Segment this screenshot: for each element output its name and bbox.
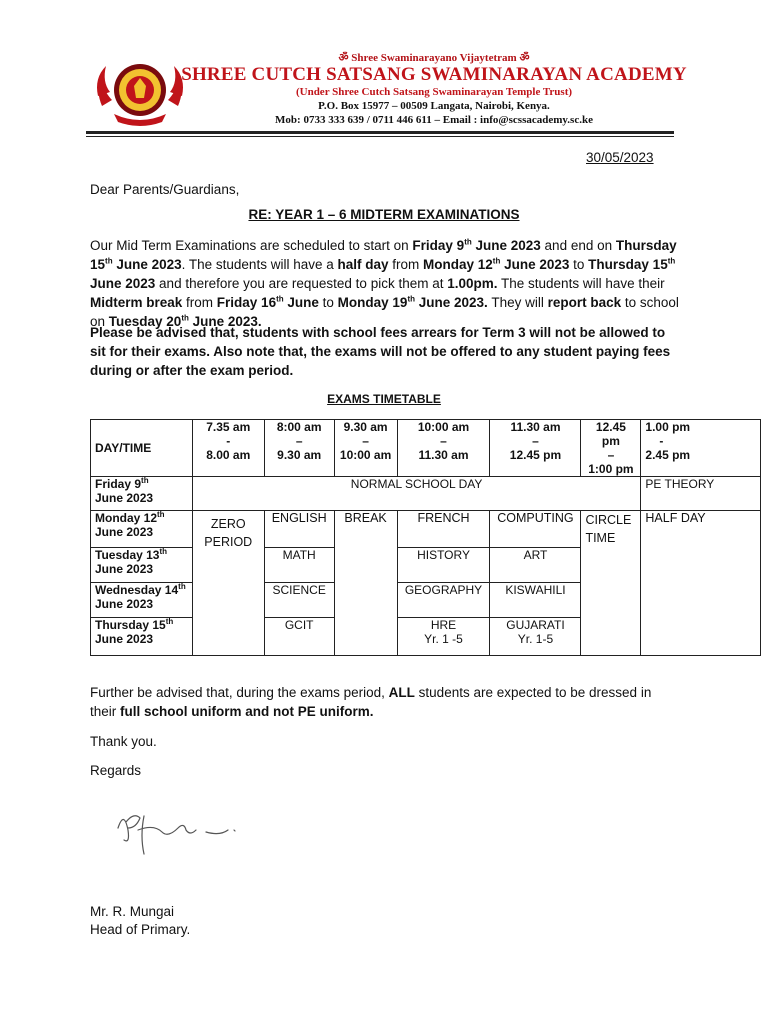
half-day-cell: HALF DAY [641,511,761,656]
thursday-slot-5: GUJARATI Yr. 1-5 [490,618,581,656]
tuesday-slot-5: ART [490,548,581,583]
wednesday-slot-5: KISWAHILI [490,583,581,618]
letter-date: 30/05/2023 [586,150,654,165]
signatory-title: Head of Primary. [90,922,191,937]
thursday-slot-4: HRE Yr. 1 -5 [397,618,490,656]
time-slot-5: 11.30 am – 12.45 pm [490,420,581,477]
normal-school-day: NORMAL SCHOOL DAY [192,477,641,511]
time-slot-4: 10:00 am – 11.30 am [397,420,490,477]
signature [110,800,250,860]
letterhead-motto: ॐ Shree Swaminarayano Vijaytetram ॐ [338,52,530,64]
zero-period-cell: ZERO PERIOD [192,511,264,656]
thursday-slot-2: GCIT [264,618,334,656]
pe-theory-cell: PE THEORY [641,477,761,511]
letterhead-contacts: Mob: 0733 333 639 / 0711 446 611 – Email : info@scssacademy.sc.ke [275,114,593,126]
paragraph-fees-notice: Please be advised that, students with school fees arrears for Term 3 will not be allowed to sit for their exams. Also note that, the exams will not be offered to any student paying fees during or after the exam period. [90,325,671,378]
table-header-row [91,420,761,477]
time-slot-7: 1.00 pm - 2.45 pm [641,420,761,477]
timetable-title: EXAMS TIMETABLE [327,392,441,406]
circle-time-cell: CIRCLE TIME [581,511,641,656]
wednesday-slot-2: SCIENCE [264,583,334,618]
day-friday: Friday 9th June 2023 [91,477,193,511]
letterhead-address: P.O. Box 15977 – 00509 Langata, Nairobi, Kenya. [318,100,550,112]
time-slot-2: 8:00 am – 9.30 am [264,420,334,477]
header-divider-thin [86,136,674,137]
day-tuesday: Tuesday 13th June 2023 [91,548,193,583]
letterhead-trust: (Under Shree Cutch Satsang Swaminarayan Temple Trust) [295,86,573,98]
time-slot-3: 9.30 am – 10:00 am [334,420,397,477]
corner-header: DAY/TIME [91,420,193,477]
break-cell: BREAK [334,511,397,656]
school-name: SHREE CUTCH SATSANG SWAMINARAYAN ACADEMY [181,64,687,85]
thanks-line: Thank you. [90,734,157,749]
day-wednesday: Wednesday 14th June 2023 [91,583,193,618]
paragraph-exam-dates: Our Mid Term Examinations are scheduled to start on Friday 9th June 2023 and end on Thursday 15th June 2023. The students will have a half day from Monday 12th June 2023 to Thursday 15th June 2023 and therefore you are requested to pick them at 1.00pm. The students will have their Midterm break from Friday 16th June to Monday 19th June 2023. They will report back to school on Tuesday 20th June 2023. [90,237,679,329]
tuesday-slot-4: HISTORY [397,548,490,583]
greeting: Dear Parents/Guardians, [90,182,240,197]
monday-slot-5: COMPUTING [490,511,581,548]
table-row [91,477,761,511]
subject-line: RE: YEAR 1 – 6 MIDTERM EXAMINATIONS [248,207,520,222]
time-slot-1: 7.35 am - 8.00 am [192,420,264,477]
time-slot-6: 12.45 pm – 1:00 pm [581,420,641,477]
exams-timetable [90,419,761,656]
regards-line: Regards [90,763,142,778]
day-monday: Monday 12th June 2023 [91,511,193,548]
wednesday-slot-4: GEOGRAPHY [397,583,490,618]
monday-slot-4: FRENCH [397,511,490,548]
day-thursday: Thursday 15th June 2023 [91,618,193,656]
header-divider [86,131,674,134]
paragraph-uniform: Further be advised that, during the exams period, ALL students are expected to be dressed in their full school uniform and not PE uniform. [90,685,652,719]
table-row [91,511,761,548]
tuesday-slot-2: MATH [264,548,334,583]
signatory-name: Mr. R. Mungai [90,904,175,919]
monday-slot-2: ENGLISH [264,511,334,548]
